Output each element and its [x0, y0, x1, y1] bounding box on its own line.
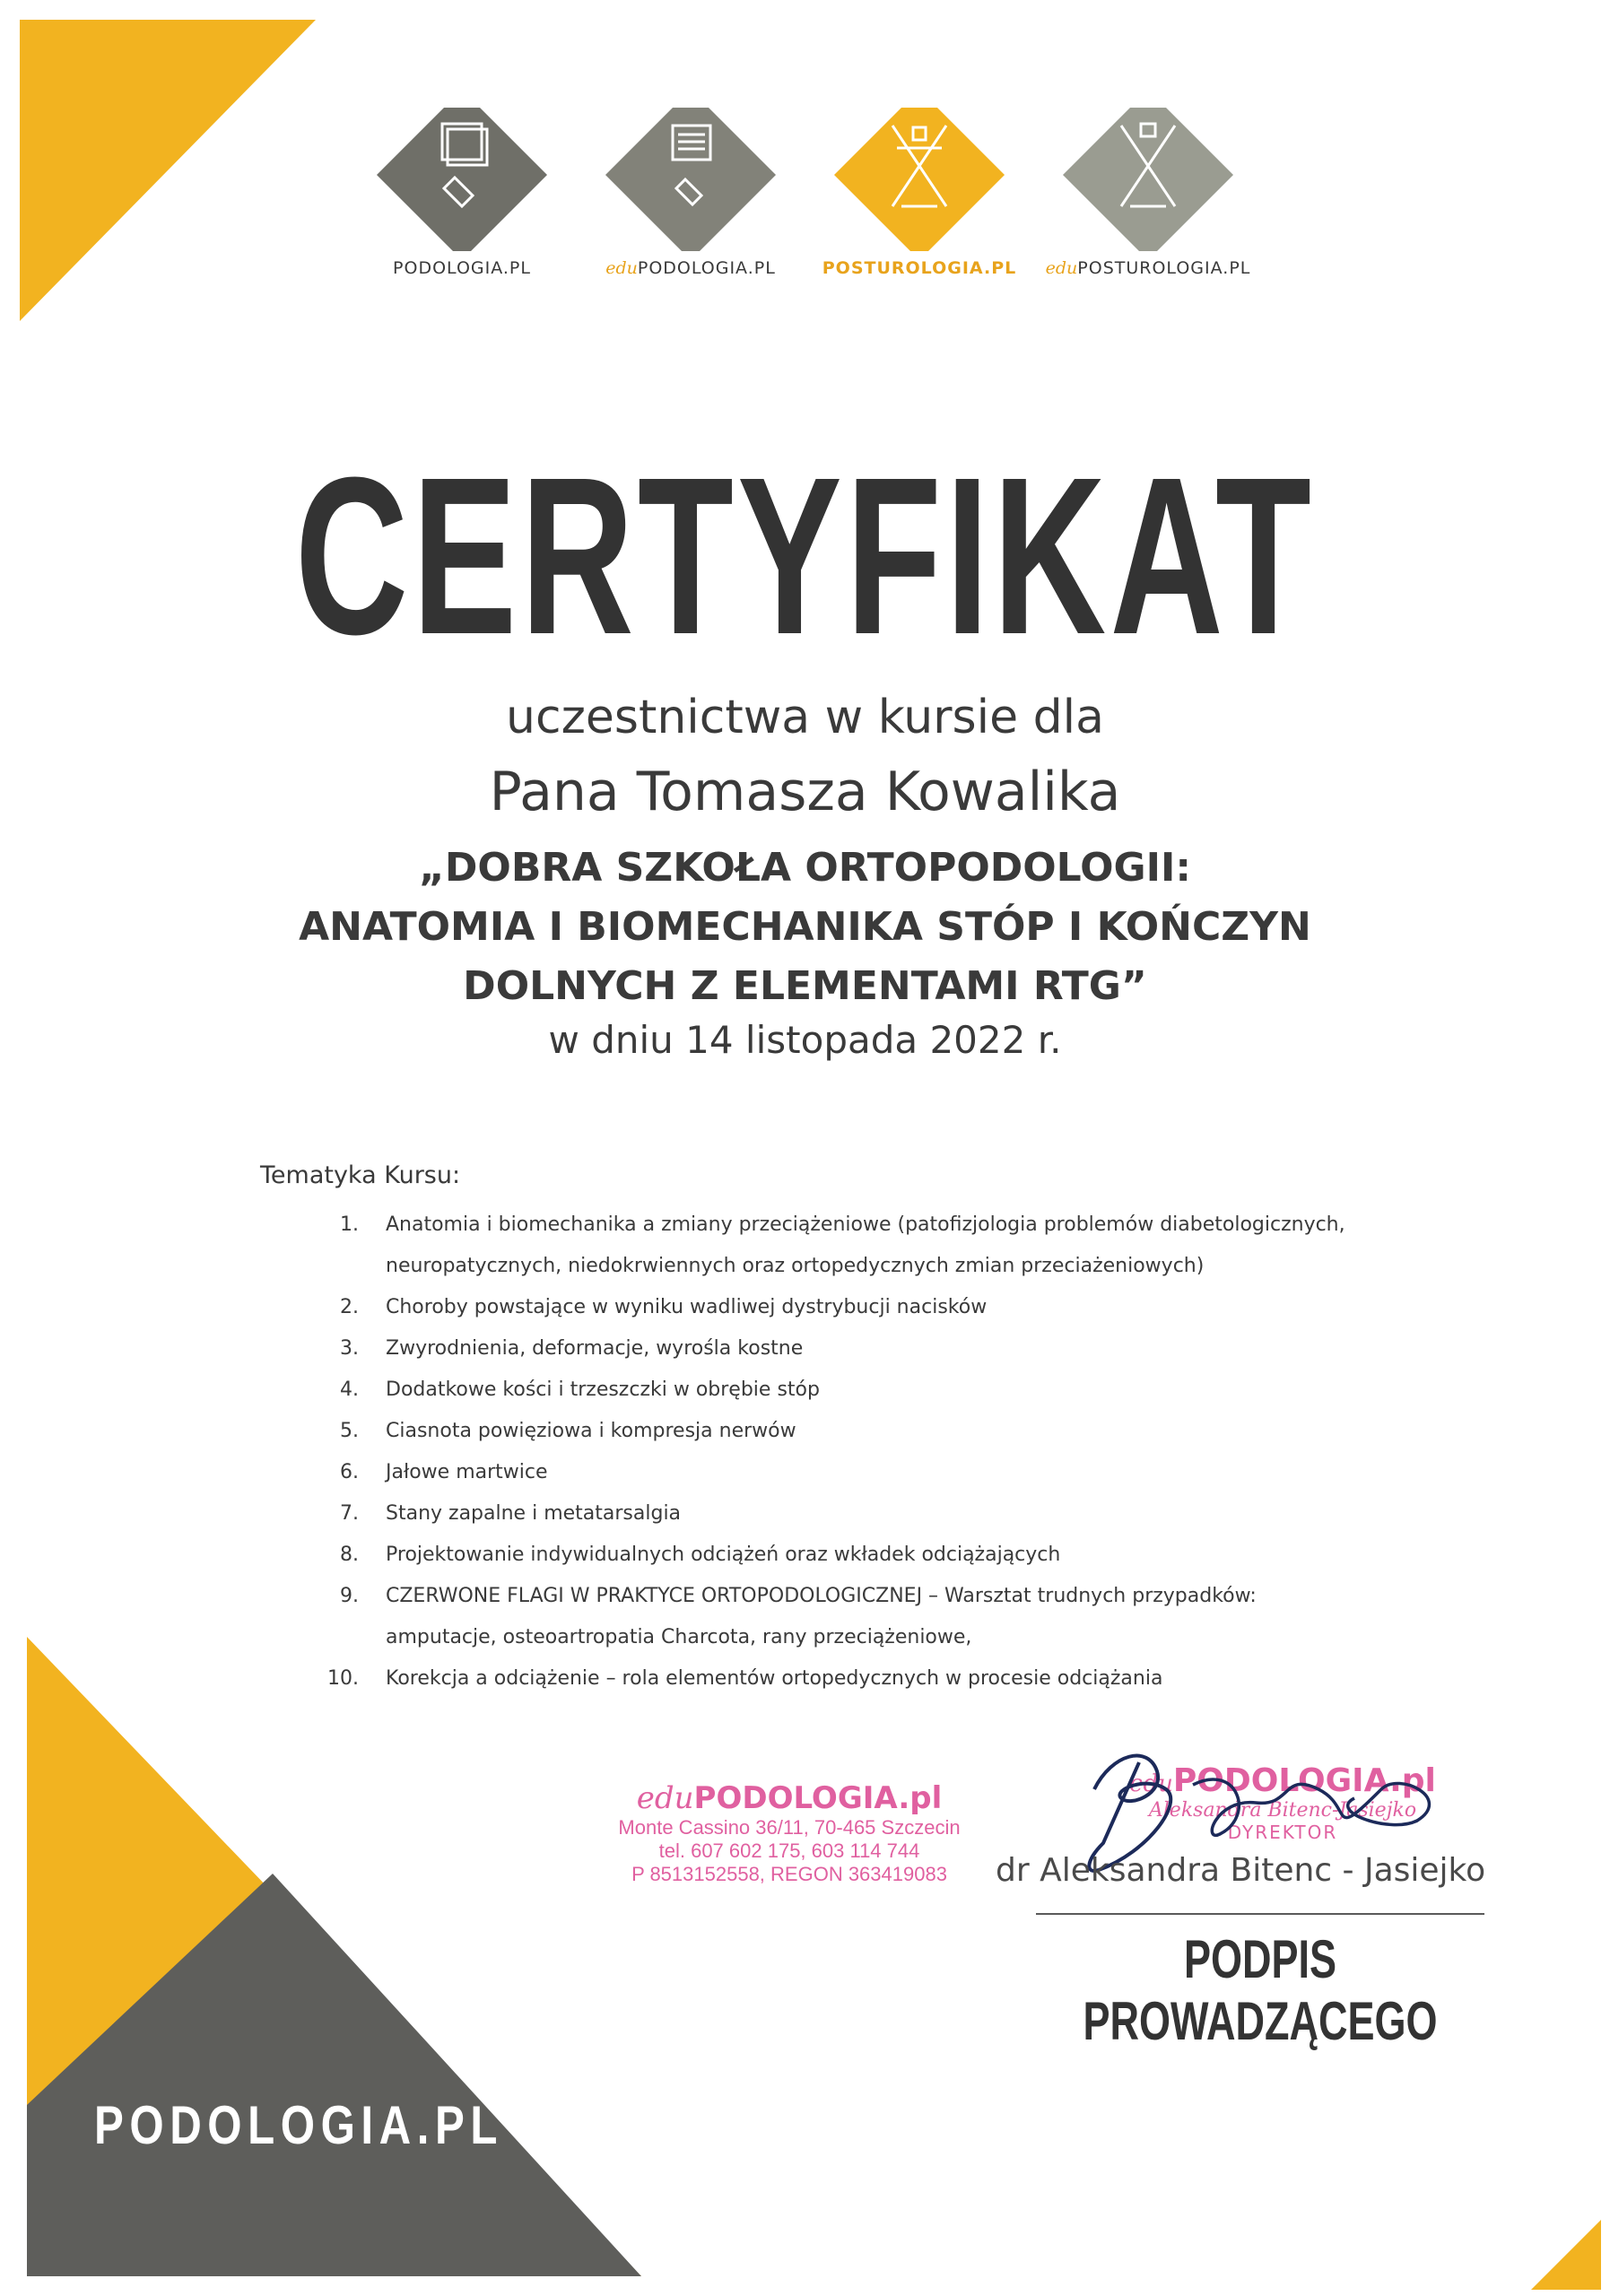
- signer-name: dr Aleksandra Bitenc - Jasiejko: [996, 1852, 1486, 1889]
- list-item: [296, 1576, 1462, 1617]
- list-item: [296, 1205, 1462, 1246]
- topic-number: 2.: [340, 1296, 359, 1318]
- podologia-logo-icon: [372, 108, 552, 251]
- course-title: [0, 839, 1610, 1016]
- list-item: [296, 1493, 1462, 1535]
- topic-number: 4.: [340, 1378, 359, 1401]
- recipient-name: Pana Tomasza Kowalika: [489, 761, 1121, 823]
- topic-number: 8.: [340, 1544, 359, 1566]
- edupodologia-logo-icon: [601, 108, 780, 251]
- topic-number: 5.: [340, 1420, 359, 1442]
- list-item: [296, 1287, 1462, 1328]
- topic-text: Anatomia i biomechanika a zmiany przeciążeniowe (patofizjologia problemów diabetologicznych,: [386, 1213, 1345, 1236]
- sig-stamp-brand-name: PODOLOGIA.pl: [1172, 1762, 1436, 1799]
- logo-eduposturologia: [1045, 108, 1251, 278]
- bottom-brand-label: PODOLOGIA.PL: [94, 2095, 503, 2155]
- topic-text: Stany zapalne i metatarsalgia: [386, 1502, 682, 1525]
- topic-text: Ciasnota powięziowa i kompresja nerwów: [386, 1420, 796, 1442]
- stamp-address: Monte Cassino 36/11, 70-465 Szczecin: [618, 1816, 961, 1839]
- logo-edu-prefix: edu: [1045, 258, 1078, 278]
- eduposturologia-logo-icon: [1058, 108, 1238, 251]
- logo-posturologia: [816, 108, 1023, 278]
- topic-text: Choroby powstające w wyniku wadliwej dystrybucji nacisków: [386, 1296, 988, 1318]
- posturologia-logo-icon: [830, 108, 1009, 251]
- topic-text: Korekcja a odciążenie – rola elementów ortopedycznych w procesie odciążania: [386, 1667, 1163, 1690]
- logo-name: PODOLOGIA.PL: [393, 258, 531, 278]
- sig-stamp-role: DYREKTOR: [1227, 1822, 1338, 1843]
- logo-name: POSTUROLOGIA.PL: [1077, 258, 1251, 278]
- signature-caption: PODPIS PROWADZĄCEGO: [1083, 1929, 1438, 2051]
- certificate-subtitle: uczestnictwa w kursie dla: [506, 691, 1104, 744]
- topic-number: 3.: [340, 1337, 359, 1360]
- corner-decoration-top-left: [0, 0, 323, 327]
- stamp-brand: [610, 1780, 969, 1816]
- certificate-title: CERTYFIKAT: [294, 430, 1316, 681]
- topics-heading: Tematyka Kursu:: [260, 1161, 461, 1189]
- course-date: w dniu 14 listopada 2022 r.: [548, 1018, 1062, 1062]
- course-title-line: ANATOMIA I BIOMECHANIKA STÓP I KOŃCZYN: [299, 904, 1311, 950]
- list-item: [296, 1370, 1462, 1411]
- topic-number: 10.: [327, 1667, 359, 1690]
- sig-stamp-name: Aleksandra Bitenc-Jasiejko: [1148, 1799, 1417, 1822]
- topic-number: 1.: [340, 1213, 359, 1236]
- topic-number: 9.: [340, 1585, 359, 1607]
- stamp-ids: P 8513152558, REGON 363419083: [631, 1863, 947, 1885]
- topic-number: 6.: [340, 1461, 359, 1483]
- course-title-line: „DOBRA SZKOŁA ORTOPODOLOGII:: [418, 845, 1191, 891]
- logo-edu-prefix: edu: [605, 258, 638, 278]
- logo-name: POSTUROLOGIA.PL: [822, 258, 1017, 278]
- signature-line: [1036, 1913, 1484, 1915]
- topic-text: Jałowe martwice: [386, 1461, 548, 1483]
- topics-list: [296, 1205, 1462, 1700]
- topic-number: 7.: [340, 1502, 359, 1525]
- company-stamp: [610, 1780, 969, 1886]
- topic-text-continued: neuropatycznych, niedokrwiennych oraz ortopedycznych zmian przeciażeniowych): [386, 1255, 1205, 1277]
- logo-name: PODOLOGIA.PL: [637, 258, 776, 278]
- course-title-line: DOLNYCH Z ELEMENTAMI RTG”: [463, 963, 1147, 1009]
- sig-stamp-edu-prefix: edu: [1129, 1770, 1173, 1797]
- list-item: [296, 1452, 1462, 1493]
- stamp-phone: tel. 607 602 175, 603 114 744: [658, 1839, 920, 1862]
- logo-edupodologia: [587, 108, 794, 278]
- list-item: [296, 1535, 1462, 1576]
- corner-decoration-bottom-left: [0, 1628, 646, 2296]
- list-item: [296, 1658, 1462, 1700]
- topic-text: Zwyrodnienia, deformacje, wyrośla kostne: [386, 1337, 804, 1360]
- list-item: [296, 1328, 1462, 1370]
- topic-text-continued: amputacje, osteoartropatia Charcota, rany przeciążeniowe,: [386, 1626, 972, 1648]
- stamp-brand-name: PODOLOGIA.pl: [693, 1780, 943, 1816]
- corner-decoration-bottom-right: [1511, 2202, 1610, 2296]
- topic-text: CZERWONE FLAGI W PRAKTYCE ORTOPODOLOGICZNEJ – Warsztat trudnych przypadków:: [386, 1585, 1257, 1607]
- logo-podologia: [359, 108, 565, 278]
- list-item: [296, 1411, 1462, 1452]
- topic-text: Projektowanie indywidualnych odciążeń oraz wkładek odciążających: [386, 1544, 1061, 1566]
- stamp-edu-prefix: edu: [636, 1780, 694, 1816]
- topic-text: Dodatkowe kości i trzeszczki w obrębie stóp: [386, 1378, 820, 1401]
